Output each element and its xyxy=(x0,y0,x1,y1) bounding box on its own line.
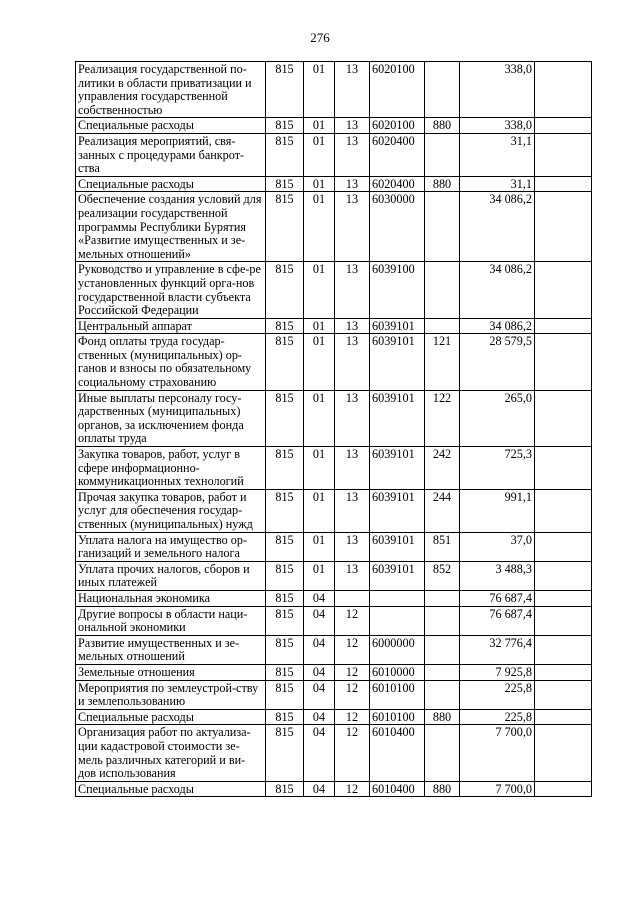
target-article-cell: 6039101 xyxy=(370,334,425,390)
empty-cell xyxy=(535,334,592,390)
table-row xyxy=(76,192,592,262)
empty-cell xyxy=(535,725,592,781)
budget-table-body xyxy=(76,62,592,797)
amount-cell: 34 086,2 xyxy=(460,262,535,318)
ministry-code-cell: 815 xyxy=(266,532,304,561)
target-article-cell xyxy=(370,590,425,606)
ministry-code-cell: 815 xyxy=(266,334,304,390)
amount-cell: 34 086,2 xyxy=(460,192,535,262)
expense-type-cell xyxy=(425,133,460,176)
amount-cell: 225,8 xyxy=(460,709,535,725)
ministry-code-cell: 815 xyxy=(266,635,304,664)
section-cell: 04 xyxy=(304,680,335,709)
subsection-cell: 13 xyxy=(335,447,370,490)
subsection-cell: 12 xyxy=(335,709,370,725)
ministry-code-cell: 815 xyxy=(266,192,304,262)
section-cell: 01 xyxy=(304,192,335,262)
section-cell: 04 xyxy=(304,635,335,664)
empty-cell xyxy=(535,635,592,664)
table-row xyxy=(76,133,592,176)
subsection-cell: 13 xyxy=(335,118,370,134)
expense-type-cell xyxy=(425,606,460,635)
target-article-cell: 6039101 xyxy=(370,489,425,532)
row-name-cell: Уплата прочих налогов, сборов и иных платежей xyxy=(76,561,266,590)
row-name-cell: Реализация мероприятий, свя-занных с процедурами банкрот-ства xyxy=(76,133,266,176)
row-name-cell: Развитие имущественных и зе-мельных отношений xyxy=(76,635,266,664)
subsection-cell: 12 xyxy=(335,635,370,664)
section-cell: 01 xyxy=(304,447,335,490)
table-row xyxy=(76,725,592,781)
row-name-cell: Фонд оплаты труда государ-ственных (муниципальных) ор-ганов и взносы по обязательному социальному страхованию xyxy=(76,334,266,390)
row-name-cell: Организация работ по актуализа-ции кадастровой стоимости зе-мель различных категорий и ви-дов использования xyxy=(76,725,266,781)
section-cell: 01 xyxy=(304,176,335,192)
expense-type-cell: 852 xyxy=(425,561,460,590)
row-name-cell: Специальные расходы xyxy=(76,709,266,725)
table-row xyxy=(76,680,592,709)
section-cell: 01 xyxy=(304,561,335,590)
amount-cell: 37,0 xyxy=(460,532,535,561)
table-row xyxy=(76,390,592,446)
section-cell: 01 xyxy=(304,489,335,532)
row-name-cell: Руководство и управление в сфе-ре установленных функций орга-нов государственной власти субъекта Российской Федерации xyxy=(76,262,266,318)
empty-cell xyxy=(535,62,592,118)
expense-type-cell: 121 xyxy=(425,334,460,390)
expense-type-cell xyxy=(425,725,460,781)
table-row xyxy=(76,781,592,797)
table-row xyxy=(76,532,592,561)
expense-type-cell xyxy=(425,192,460,262)
section-cell: 01 xyxy=(304,334,335,390)
target-article-cell: 6039101 xyxy=(370,561,425,590)
empty-cell xyxy=(535,561,592,590)
row-name-cell: Специальные расходы xyxy=(76,118,266,134)
table-row xyxy=(76,709,592,725)
section-cell: 04 xyxy=(304,606,335,635)
expense-type-cell xyxy=(425,680,460,709)
amount-cell: 338,0 xyxy=(460,118,535,134)
ministry-code-cell: 815 xyxy=(266,489,304,532)
expense-type-cell: 242 xyxy=(425,447,460,490)
expense-type-cell: 880 xyxy=(425,781,460,797)
amount-cell: 76 687,4 xyxy=(460,606,535,635)
ministry-code-cell: 815 xyxy=(266,318,304,334)
row-name-cell: Другие вопросы в области наци-ональной экономики xyxy=(76,606,266,635)
row-name-cell: Центральный аппарат xyxy=(76,318,266,334)
table-row xyxy=(76,664,592,680)
empty-cell xyxy=(535,532,592,561)
table-row xyxy=(76,118,592,134)
subsection-cell: 13 xyxy=(335,561,370,590)
target-article-cell: 6030000 xyxy=(370,192,425,262)
table-row xyxy=(76,561,592,590)
amount-cell: 28 579,5 xyxy=(460,334,535,390)
section-cell: 04 xyxy=(304,725,335,781)
expense-type-cell: 244 xyxy=(425,489,460,532)
ministry-code-cell: 815 xyxy=(266,664,304,680)
target-article-cell: 6039101 xyxy=(370,390,425,446)
empty-cell xyxy=(535,664,592,680)
row-name-cell: Реализация государственной по-литики в области приватизации и управления государственной собственностью xyxy=(76,62,266,118)
section-cell: 04 xyxy=(304,781,335,797)
row-name-cell: Мероприятия по землеустрой-ству и землепользованию xyxy=(76,680,266,709)
subsection-cell: 13 xyxy=(335,334,370,390)
amount-cell: 725,3 xyxy=(460,447,535,490)
section-cell: 01 xyxy=(304,318,335,334)
row-name-cell: Прочая закупка товаров, работ и услуг для обеспечения государ-ственных (муниципальных) нужд xyxy=(76,489,266,532)
expense-type-cell: 880 xyxy=(425,176,460,192)
ministry-code-cell: 815 xyxy=(266,590,304,606)
target-article-cell xyxy=(370,606,425,635)
row-name-cell: Национальная экономика xyxy=(76,590,266,606)
table-row xyxy=(76,447,592,490)
row-name-cell: Закупка товаров, работ, услуг в сфере информационно-коммуникационных технологий xyxy=(76,447,266,490)
section-cell: 01 xyxy=(304,118,335,134)
amount-cell: 32 776,4 xyxy=(460,635,535,664)
budget-table xyxy=(75,61,592,797)
row-name-cell: Земельные отношения xyxy=(76,664,266,680)
ministry-code-cell: 815 xyxy=(266,133,304,176)
amount-cell: 225,8 xyxy=(460,680,535,709)
amount-cell: 265,0 xyxy=(460,390,535,446)
subsection-cell: 13 xyxy=(335,318,370,334)
expense-type-cell xyxy=(425,590,460,606)
table-row xyxy=(76,489,592,532)
empty-cell xyxy=(535,133,592,176)
section-cell: 01 xyxy=(304,390,335,446)
subsection-cell xyxy=(335,590,370,606)
ministry-code-cell: 815 xyxy=(266,62,304,118)
table-row xyxy=(76,635,592,664)
ministry-code-cell: 815 xyxy=(266,709,304,725)
ministry-code-cell: 815 xyxy=(266,390,304,446)
section-cell: 01 xyxy=(304,133,335,176)
empty-cell xyxy=(535,709,592,725)
empty-cell xyxy=(535,781,592,797)
empty-cell xyxy=(535,590,592,606)
row-name-cell: Уплата налога на имущество ор-ганизаций и земельного налога xyxy=(76,532,266,561)
ministry-code-cell: 815 xyxy=(266,561,304,590)
ministry-code-cell: 815 xyxy=(266,781,304,797)
ministry-code-cell: 815 xyxy=(266,606,304,635)
ministry-code-cell: 815 xyxy=(266,262,304,318)
target-article-cell: 6010100 xyxy=(370,709,425,725)
row-name-cell: Иные выплаты персоналу госу-дарственных (муниципальных) органов, за исключением фонда оплаты труда xyxy=(76,390,266,446)
empty-cell xyxy=(535,262,592,318)
target-article-cell: 6010000 xyxy=(370,664,425,680)
target-article-cell: 6010400 xyxy=(370,781,425,797)
row-name-cell: Обеспечение создания условий для реализации государственной программы Республики Бурятия «Развитие имущественных и зе-мельных отношений» xyxy=(76,192,266,262)
ministry-code-cell: 815 xyxy=(266,447,304,490)
target-article-cell: 6000000 xyxy=(370,635,425,664)
table-row xyxy=(76,606,592,635)
expense-type-cell: 122 xyxy=(425,390,460,446)
empty-cell xyxy=(535,606,592,635)
empty-cell xyxy=(535,176,592,192)
expense-type-cell: 880 xyxy=(425,118,460,134)
empty-cell xyxy=(535,192,592,262)
target-article-cell: 6020400 xyxy=(370,133,425,176)
amount-cell: 31,1 xyxy=(460,133,535,176)
empty-cell xyxy=(535,489,592,532)
subsection-cell: 13 xyxy=(335,489,370,532)
target-article-cell: 6039101 xyxy=(370,318,425,334)
target-article-cell: 6020100 xyxy=(370,118,425,134)
ministry-code-cell: 815 xyxy=(266,118,304,134)
section-cell: 01 xyxy=(304,262,335,318)
subsection-cell: 13 xyxy=(335,390,370,446)
amount-cell: 3 488,3 xyxy=(460,561,535,590)
subsection-cell: 13 xyxy=(335,192,370,262)
amount-cell: 31,1 xyxy=(460,176,535,192)
ministry-code-cell: 815 xyxy=(266,680,304,709)
expense-type-cell: 851 xyxy=(425,532,460,561)
subsection-cell: 12 xyxy=(335,680,370,709)
target-article-cell: 6039101 xyxy=(370,447,425,490)
empty-cell xyxy=(535,390,592,446)
expense-type-cell xyxy=(425,635,460,664)
row-name-cell: Специальные расходы xyxy=(76,781,266,797)
amount-cell: 7 700,0 xyxy=(460,725,535,781)
expense-type-cell: 880 xyxy=(425,709,460,725)
subsection-cell: 13 xyxy=(335,133,370,176)
target-article-cell: 6010400 xyxy=(370,725,425,781)
subsection-cell: 13 xyxy=(335,176,370,192)
section-cell: 04 xyxy=(304,709,335,725)
table-row xyxy=(76,262,592,318)
target-article-cell: 6039101 xyxy=(370,532,425,561)
row-name-cell: Специальные расходы xyxy=(76,176,266,192)
expense-type-cell xyxy=(425,664,460,680)
empty-cell xyxy=(535,680,592,709)
subsection-cell: 12 xyxy=(335,664,370,680)
subsection-cell: 13 xyxy=(335,62,370,118)
section-cell: 01 xyxy=(304,532,335,561)
subsection-cell: 13 xyxy=(335,532,370,561)
amount-cell: 76 687,4 xyxy=(460,590,535,606)
section-cell: 04 xyxy=(304,590,335,606)
expense-type-cell xyxy=(425,62,460,118)
table-row xyxy=(76,176,592,192)
expense-type-cell xyxy=(425,318,460,334)
expense-type-cell xyxy=(425,262,460,318)
subsection-cell: 13 xyxy=(335,262,370,318)
target-article-cell: 6010100 xyxy=(370,680,425,709)
empty-cell xyxy=(535,118,592,134)
ministry-code-cell: 815 xyxy=(266,725,304,781)
subsection-cell: 12 xyxy=(335,781,370,797)
amount-cell: 7 700,0 xyxy=(460,781,535,797)
ministry-code-cell: 815 xyxy=(266,176,304,192)
table-row xyxy=(76,318,592,334)
amount-cell: 991,1 xyxy=(460,489,535,532)
empty-cell xyxy=(535,318,592,334)
section-cell: 01 xyxy=(304,62,335,118)
table-row xyxy=(76,62,592,118)
target-article-cell: 6020400 xyxy=(370,176,425,192)
empty-cell xyxy=(535,447,592,490)
section-cell: 04 xyxy=(304,664,335,680)
subsection-cell: 12 xyxy=(335,725,370,781)
amount-cell: 338,0 xyxy=(460,62,535,118)
page-number: 276 xyxy=(310,30,330,45)
target-article-cell: 6020100 xyxy=(370,62,425,118)
table-row xyxy=(76,334,592,390)
table-row xyxy=(76,590,592,606)
amount-cell: 7 925,8 xyxy=(460,664,535,680)
subsection-cell: 12 xyxy=(335,606,370,635)
target-article-cell: 6039100 xyxy=(370,262,425,318)
amount-cell: 34 086,2 xyxy=(460,318,535,334)
